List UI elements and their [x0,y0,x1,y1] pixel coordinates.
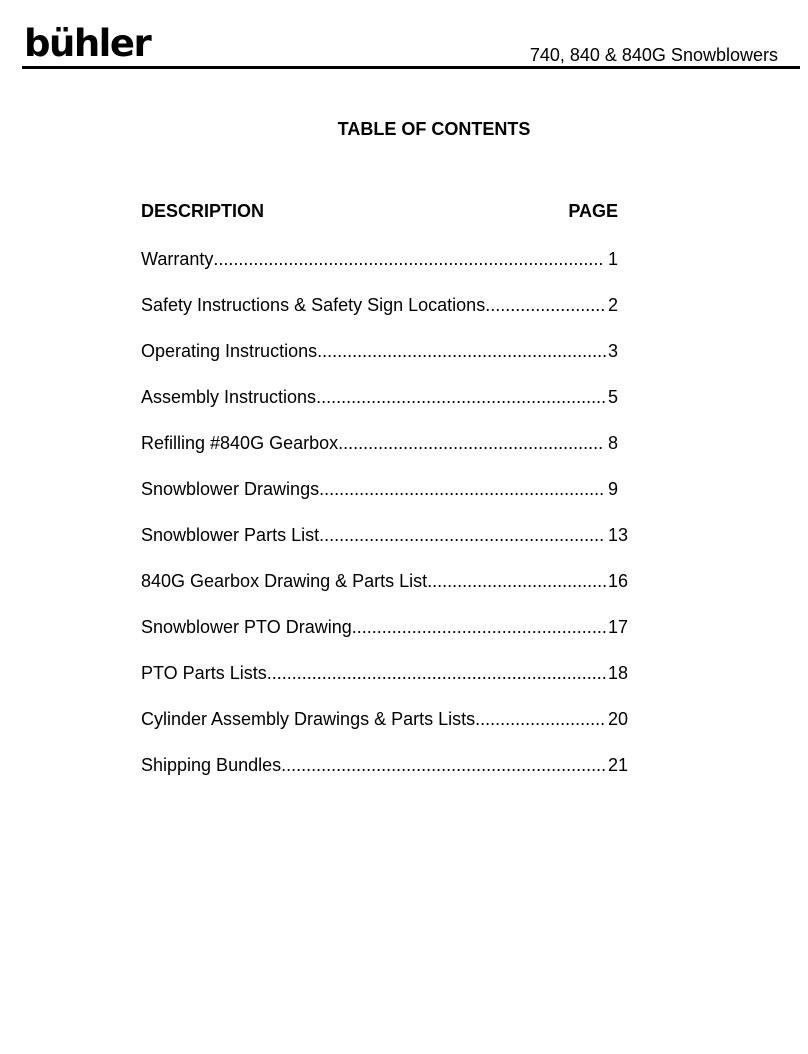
toc-entry-assembly-instructions[interactable] [141,386,681,432]
toc-leader-dots: ................................................... [351,617,607,637]
buhler-logo: bühler [24,22,151,65]
toc-entry-page: 3 [608,341,619,361]
toc-leader-dots: ..................................................... [338,433,604,453]
toc-entry-page: 13 [608,525,629,545]
toc-leader-dots: ......................................................... [319,479,605,499]
toc-entry-label: 840G Gearbox Drawing & Parts List [141,571,428,591]
toc-entry-warranty[interactable] [141,248,681,294]
toc-entry-label: Operating Instructions [141,341,318,361]
toc-entry-pto-parts-lists[interactable] [141,662,681,708]
header-rule [22,66,800,69]
toc-entry-page: 8 [608,433,619,453]
toc-entry-label: Assembly Instructions [141,387,317,407]
toc-entry-label: Snowblower PTO Drawing [141,617,352,637]
toc-entry-page: 17 [608,617,629,637]
toc-entry-label: Safety Instructions & Safety Sign Locations [141,295,486,315]
toc-leader-dots: ................................................................. [281,755,607,775]
toc-entry-page: 2 [608,295,619,315]
toc-leader-dots: .......................................................... [316,387,607,407]
toc-entry-label: Refilling #840G Gearbox [141,433,339,453]
description-column-header: DESCRIPTION [141,201,265,221]
toc-entry-snowblower-parts-list[interactable] [141,524,681,570]
toc-entry-label: Warranty [141,249,214,269]
toc-leader-dots: .......................................................... [317,341,608,361]
toc-entry-snowblower-drawings[interactable] [141,478,681,524]
toc-entry-page: 20 [608,709,629,729]
toc-entry-cylinder-assembly[interactable] [141,708,681,754]
toc-entry-label: Cylinder Assembly Drawings & Parts Lists [141,709,476,729]
toc-list [141,248,681,800]
toc-entry-refilling-gearbox[interactable] [141,432,681,478]
toc-entry-page: 21 [608,755,629,775]
toc-entry-shipping-bundles[interactable] [141,754,681,800]
page-column-header: PAGE [568,201,618,221]
toc-leader-dots: .................................... [427,571,608,591]
toc-entry-label: PTO Parts Lists [141,663,267,683]
toc-heading: TABLE OF CONTENTS [337,119,531,139]
toc-entry-pto-drawing[interactable] [141,616,681,662]
toc-entry-page: 9 [608,479,619,499]
toc-leader-dots: .................................................................... [266,663,607,683]
toc-leader-dots: .......................... [475,709,606,729]
toc-leader-dots: ........................ [485,295,606,315]
toc-leader-dots: .............................................................................. [213,249,604,269]
toc-entry-page: 5 [608,387,619,407]
toc-entry-label: Snowblower Parts List [141,525,320,545]
toc-entry-operating-instructions[interactable] [141,340,681,386]
toc-entry-gearbox-drawing[interactable] [141,570,681,616]
document-title: 740, 840 & 840G Snowblowers [529,45,778,65]
toc-entry-page: 18 [608,663,629,683]
toc-entry-label: Shipping Bundles [141,755,282,775]
toc-entry-page: 16 [608,571,629,591]
toc-leader-dots: ......................................................... [319,525,605,545]
toc-entry-page: 1 [608,249,619,269]
toc-entry-safety-instructions[interactable] [141,294,681,340]
toc-entry-label: Snowblower Drawings [141,479,320,499]
